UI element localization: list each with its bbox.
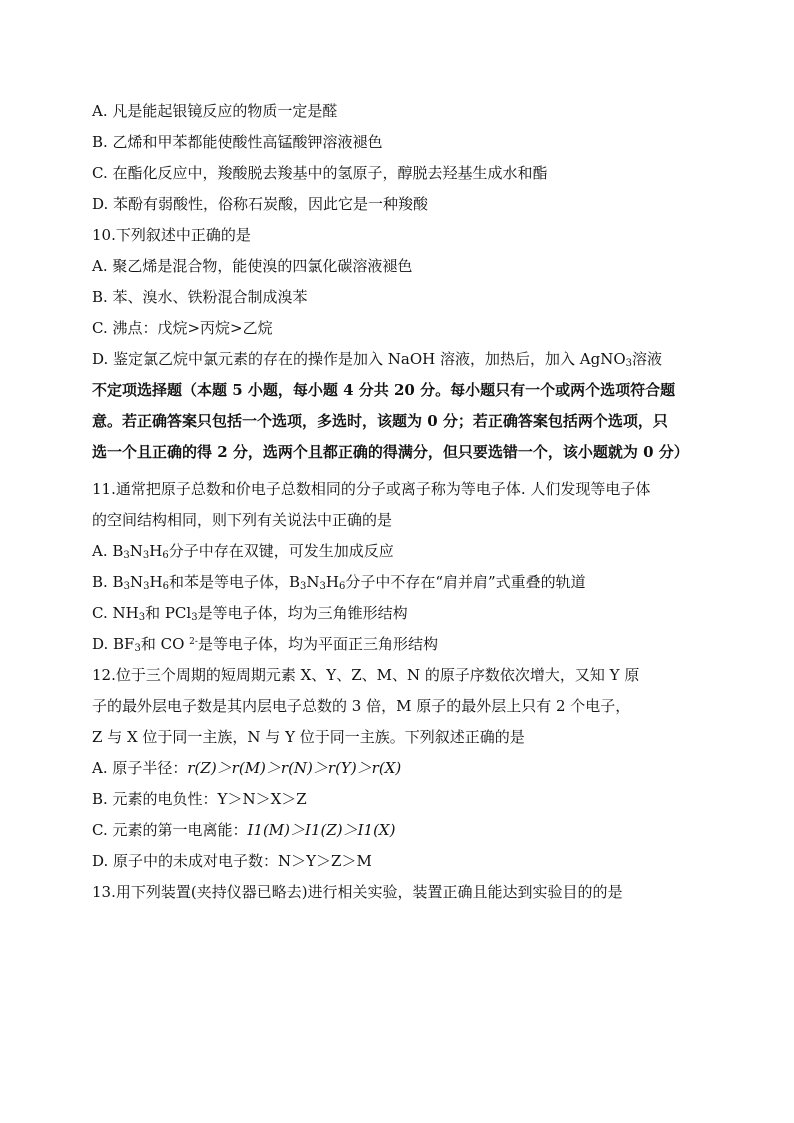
q10-stem: 10.下列叙述中正确的是 xyxy=(92,226,251,244)
section-line-1: 不定项选择题（本题 5 小题，每小题 4 分共 20 分。每小题只有一个或两个选项符合题 xyxy=(92,381,676,399)
section-instructions xyxy=(92,375,712,468)
q9-option-d: D. 苯酚有弱酸性，俗称石炭酸，因此它是一种羧酸 xyxy=(92,195,429,213)
q11-option-b-text-1: 和苯是等电子体， xyxy=(168,573,289,591)
q10-option-c: C. 沸点：戊烷>丙烷>乙烷 xyxy=(92,319,273,337)
q11-option-d-mid: 和 CO xyxy=(140,635,190,653)
q11-option-b-text-2: 分子中不存在“肩并肩”式重叠的轨道 xyxy=(345,573,586,591)
section-line-2: 意。若正确答案只包括一个选项，多选时，该题为 0 分；若正确答案包括两个选项，只 xyxy=(92,412,668,430)
q12-stem-1: 12.位于三个周期的短周期元素 X、Y、Z、M、N 的原子序数依次增大，又知 Y 原 xyxy=(92,666,640,684)
q12-stem-2: 子的最外层电子数是其内层电子总数的 3 倍，M 原子的最外层上只有 2 个电子， xyxy=(92,697,631,715)
superscript: 2- xyxy=(189,637,198,647)
q9-option-b: B. 乙烯和甲苯都能使酸性高锰酸钾溶液褪色 xyxy=(92,133,383,151)
q9-option-a: A. 凡是能起银镜反应的物质一定是醛 xyxy=(92,102,338,120)
q12-option-a xyxy=(92,753,712,784)
q11-option-b: B. $B_3N_3H_6$和苯是等电子体，$B_3N_3H_6$分子中不存在“肩并肩”式重叠的轨道 xyxy=(92,573,586,592)
section-line-3: 选一个且正确的得 2 分，选两个且都正确的得满分，但只要选错一个，该小题就为 0 分） xyxy=(92,443,689,461)
q12-option-c xyxy=(92,815,712,846)
q13-stem: 13.用下列装置(夹持仪器已略去)进行相关实验，装置正确且能达到实验目的的是 xyxy=(92,883,623,901)
q11-option-c-post: 是等电子体，均为三角锥形结构 xyxy=(197,604,408,622)
q12-option-c-label: C. 元素的第一电离能： xyxy=(92,821,248,839)
q12-option-a-expr: r(Z)＞r(M)＞r(N)＞r(Y)＞r(X) xyxy=(187,759,402,777)
q9-option-c: C. 在酯化反应中，羧酸脱去羧基中的氢原子，醇脱去羟基生成水和酯 xyxy=(92,164,548,182)
q11-option-c: C. $NH_3$和 PCl$_3$是等电子体，均为三角锥形结构 xyxy=(92,604,408,623)
q10-option-d-tail: 溶液 xyxy=(632,350,663,368)
q10-option-d xyxy=(92,344,712,375)
q12-option-d: D. 原子中的未成对电子数：N＞Y＞Z＞M xyxy=(92,852,372,870)
subscript: 3 xyxy=(625,358,633,369)
q11-option-a-text: 分子中存在双键，可发生加成反应 xyxy=(168,542,394,560)
q12-option-b: B. 元素的电负性：Y＞N＞X＞Z xyxy=(92,790,307,808)
q11-stem-1: 11.通常把原子总数和价电子总数相同的分子或离子称为等电子体. 人们发现等电子体 xyxy=(92,480,651,498)
q11-option-d-post: 是等电子体，均为平面正三角形结构 xyxy=(197,635,438,653)
q11-option-a: A. $B_3N_3H_6$分子中存在双键，可发生加成反应 xyxy=(92,542,394,561)
q11-option-c-mid: 和 PCl xyxy=(145,604,192,622)
q12-option-a-label: A. 原子半径： xyxy=(92,759,188,777)
q11-option-d: D. $BF_3$和 CO $^{2-}$是等电子体，均为平面正三角形结构 xyxy=(92,635,438,654)
q12-stem-3: Z 与 X 位于同一主族，N 与 Y 位于同一主族。下列叙述正确的是 xyxy=(92,728,525,746)
q10-option-d-text: D. 鉴定氯乙烷中氯元素的存在的操作是加入 NaOH 溶液，加热后，加入 AgNO xyxy=(92,350,626,368)
q11-stem-2: 的空间结构相同，则下列有关说法中正确的是 xyxy=(92,511,393,529)
q12-option-c-expr: I1(M)＞I1(Z)＞I1(X) xyxy=(247,821,396,839)
q10-option-a: A. 聚乙烯是混合物，能使溴的四氯化碳溶液褪色 xyxy=(92,257,413,275)
q10-option-b: B. 苯、溴水、铁粉混合制成溴苯 xyxy=(92,288,308,306)
q11-option-d-pre: D. BF xyxy=(92,635,135,653)
document-page xyxy=(92,96,712,908)
q11-option-c-pre: C. NH xyxy=(92,604,139,622)
